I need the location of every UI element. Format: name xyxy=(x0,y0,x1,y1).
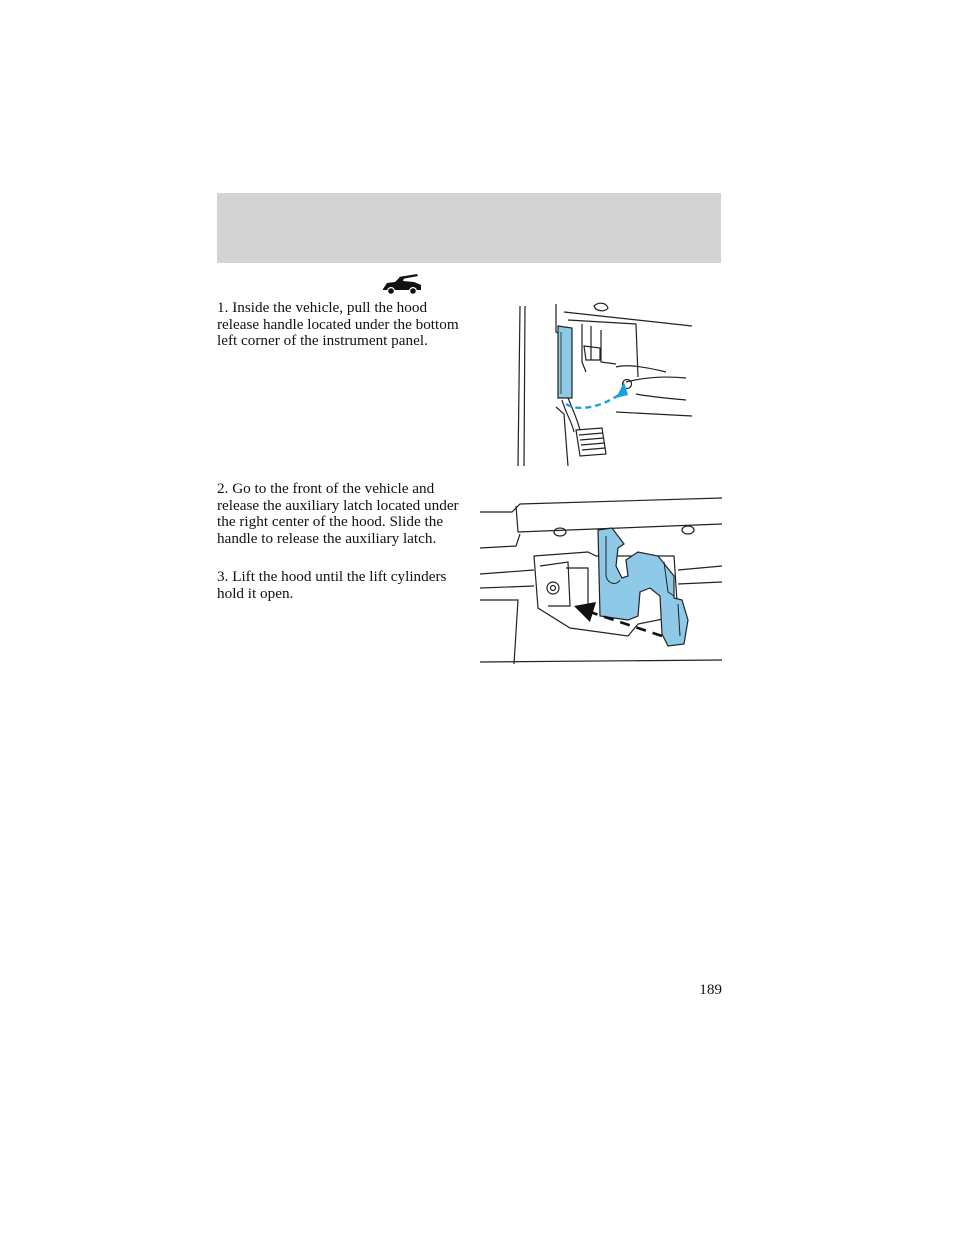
step-3-text: 3. Lift the hood until the lift cylinders hold it open. xyxy=(217,568,447,602)
hood-open-car-icon xyxy=(381,272,423,296)
hood-release-handle-illustration xyxy=(516,302,692,468)
page-number: 189 xyxy=(699,981,722,998)
step-1-text: 1. Inside the vehicle, pull the hood release handle located under the bottom left corner of the instrument panel. xyxy=(217,299,459,350)
section-header-band xyxy=(217,193,721,263)
step-2-text: 2. Go to the front of the vehicle and release the auxiliary latch located under the right center of the hood. Slide the handle to release the auxiliary latch. xyxy=(217,480,459,547)
auxiliary-latch-illustration xyxy=(478,496,724,666)
